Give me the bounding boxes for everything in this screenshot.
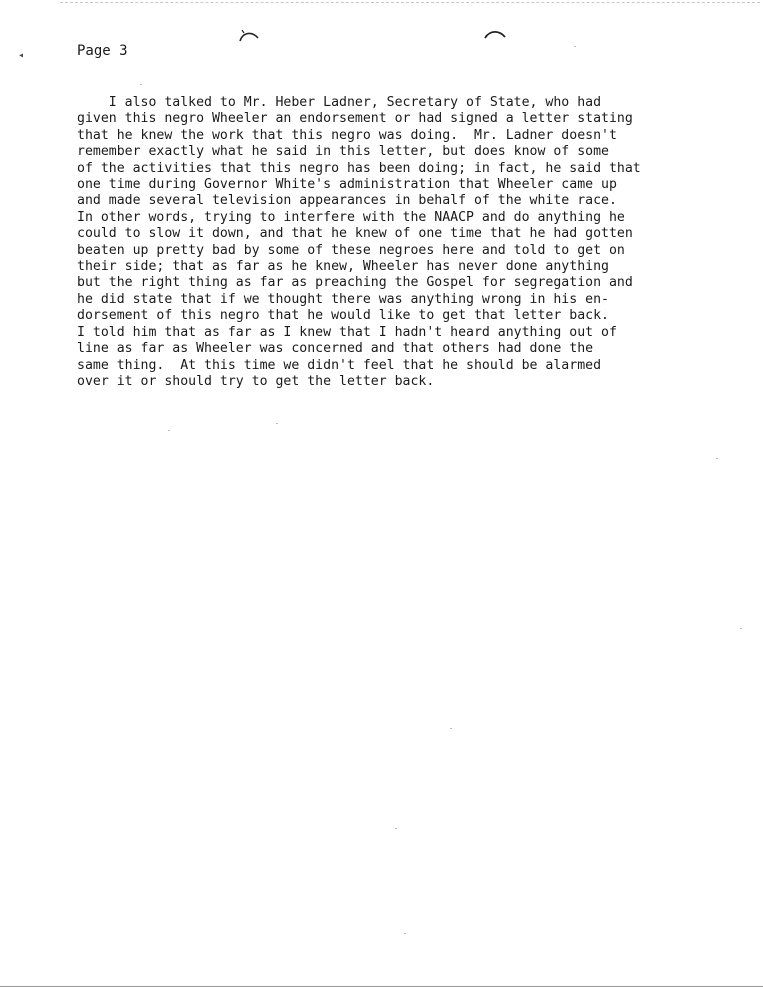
document-body <box>77 95 727 390</box>
body-line: could to slow it down, and that he knew of one time that he had gotten <box>77 226 633 242</box>
scan-speck <box>140 84 142 85</box>
page-number: Page 3 <box>77 43 128 59</box>
body-line: dorsement of this negro that he would like to get that letter back. <box>77 308 609 324</box>
bottom-edge-rule <box>0 986 763 987</box>
top-edge-rule <box>60 2 760 3</box>
body-line: but the right thing as far as preaching the Gospel for segregation and <box>77 275 633 291</box>
body-line: their side; that as far as he knew, Wheeler has never done anything <box>77 259 609 275</box>
scan-speck <box>395 828 397 829</box>
body-line: I told him that as far as I knew that I hadn't heard anything out of <box>77 324 617 340</box>
body-line: I also talked to Mr. Heber Ladner, Secretary of State, who had <box>77 95 602 110</box>
margin-arrow-icon: ◂ <box>18 50 25 61</box>
scan-speck <box>716 458 718 459</box>
body-line: same thing. At this time we didn't feel that he should be alarmed <box>77 357 602 373</box>
scan-speck <box>168 430 170 431</box>
body-line: over it or should try to get the letter back. <box>77 373 435 389</box>
body-line: given this negro Wheeler an endorsement or had signed a letter stating <box>77 111 633 127</box>
body-line: line as far as Wheeler was concerned and that others had done the <box>77 341 594 357</box>
scan-speck <box>450 728 452 729</box>
body-line: he did state that if we thought there was anything wrong in his en- <box>77 291 609 307</box>
scan-speck <box>574 46 576 47</box>
body-line: beaten up pretty bad by some of these negroes here and told to get on <box>77 242 625 258</box>
body-line: that he knew the work that this negro was doing. Mr. Ladner doesn't <box>77 127 617 143</box>
body-line: of the activities that this negro has been doing; in fact, he said that <box>77 160 641 176</box>
scan-speck <box>740 628 742 629</box>
scan-speck <box>404 933 406 934</box>
scan-speck <box>276 423 278 424</box>
body-line: one time during Governor White's administration that Wheeler came up <box>77 177 617 193</box>
punch-hole-mark-icon <box>238 30 260 42</box>
body-line: and made several television appearances in behalf of the white race. <box>77 193 617 209</box>
punch-hole-mark-icon <box>484 29 506 41</box>
body-line: remember exactly what he said in this letter, but does know of some <box>77 144 609 160</box>
body-line: In other words, trying to interfere with the NAACP and do anything he <box>77 209 625 225</box>
